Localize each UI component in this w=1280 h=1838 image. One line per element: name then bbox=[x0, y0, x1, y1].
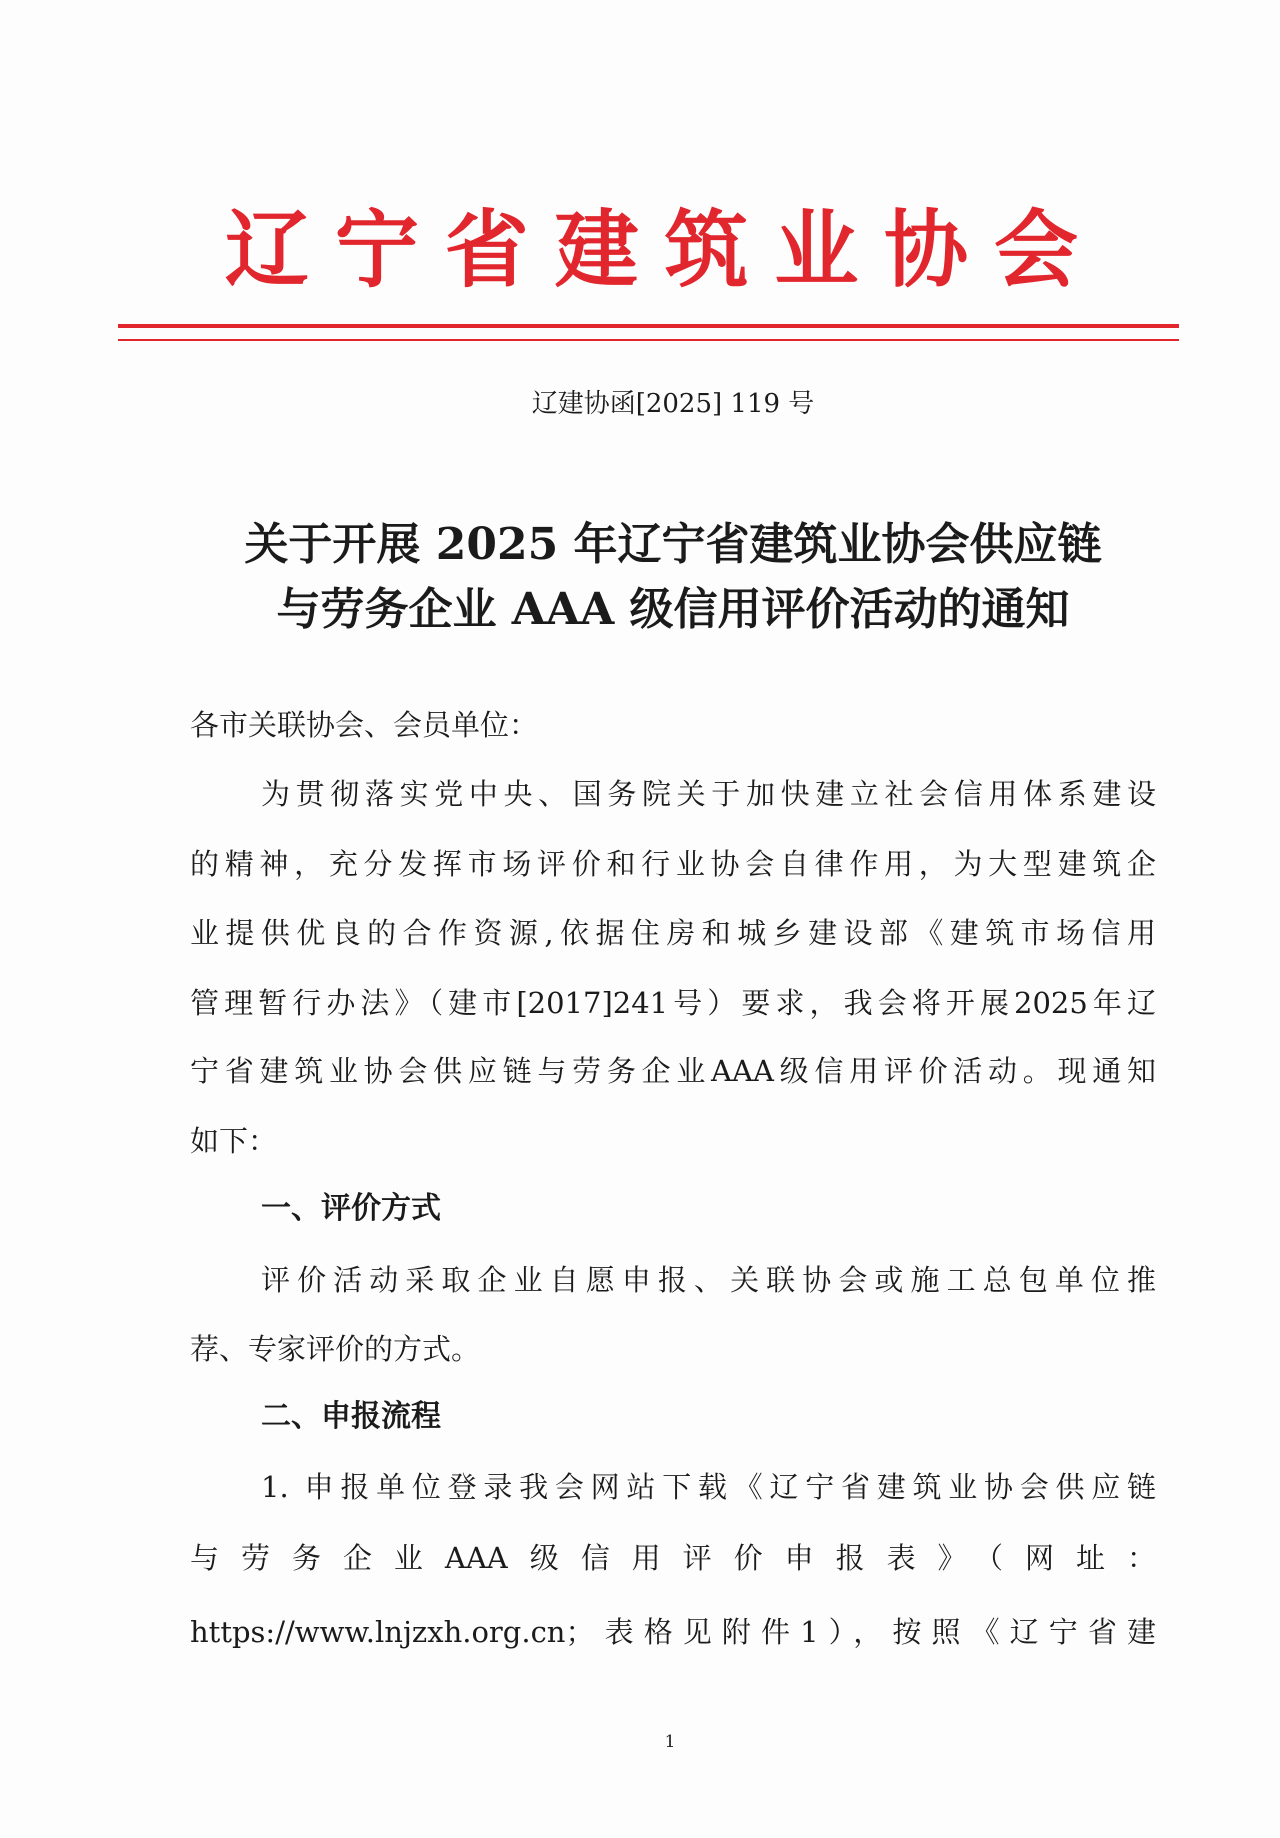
intro-line: 为贯彻落实党中央、国务院关于加快建立社会信用体系建设 bbox=[261, 777, 1156, 811]
section-1-line: 荐、专家评价的方式。 bbox=[190, 1332, 481, 1366]
salutation: 各市关联协会、会员单位： bbox=[190, 708, 539, 742]
document-number: 辽建协函[2025] 119 号 bbox=[531, 389, 815, 419]
letterhead-red-rule-thin bbox=[118, 339, 1179, 341]
intro-line: 如下： bbox=[190, 1124, 278, 1158]
intro-line: 宁省建筑业协会供应链与劳务企业AAA级信用评价活动。现通知 bbox=[190, 1054, 1156, 1088]
intro-line: 管理暂行办法》（建市[2017]241号）要求，我会将开展2025年辽 bbox=[190, 986, 1156, 1020]
intro-line: 的精神，充分发挥市场评价和行业协会自律作用，为大型建筑企 bbox=[190, 847, 1156, 881]
section-2-line: 1. 申报单位登录我会网站下载《辽宁省建筑业协会供应链 bbox=[261, 1470, 1156, 1504]
section-2-line: https://www.lnjzxh.org.cn；表格见附件1），按照《辽宁省建 bbox=[190, 1615, 1156, 1649]
section-1-line: 评价活动采取企业自愿申报、关联协会或施工总包单位推 bbox=[261, 1263, 1156, 1297]
letterhead-org-name: 辽宁省建筑业协会 bbox=[225, 200, 1078, 299]
section-heading-application-process: 二、申报流程 bbox=[261, 1399, 441, 1434]
title-line-1: 关于开展 2025 年辽宁省建筑业协会供应链 bbox=[244, 519, 1102, 570]
section-2-line: 与劳务企业AAA级信用评价申报表》（网址： bbox=[190, 1541, 1156, 1575]
intro-line: 业提供优良的合作资源,依据住房和城乡建设部《建筑市场信用 bbox=[190, 916, 1156, 950]
section-heading-evaluation-method: 一、评价方式 bbox=[261, 1191, 441, 1226]
letterhead-red-rule-thick bbox=[118, 324, 1179, 328]
title-line-2: 与劳务企业 AAA 级信用评价活动的通知 bbox=[276, 584, 1070, 635]
page-number: 1 bbox=[664, 1732, 676, 1752]
